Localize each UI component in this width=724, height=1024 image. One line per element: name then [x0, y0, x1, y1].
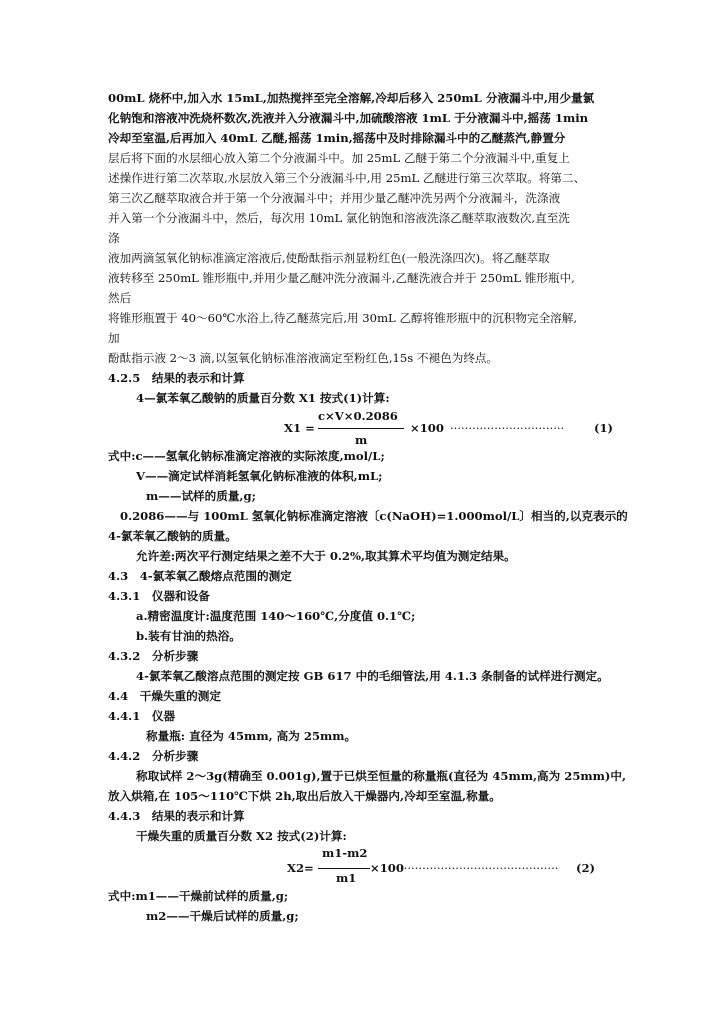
paragraph-line: 液转移至 250mL 锥形瓶中,并用少量乙醚冲洗分液漏斗,乙醚洗液合并于 250mL 锥形瓶中, — [108, 271, 575, 285]
tolerance-text: 允许差:两次平行测定结果之差不大于 0.2%,取其算术平均值为测定结果。 — [136, 549, 516, 563]
paragraph-line: 酚酞指示液 2～3 滴,以氢氧化钠标准溶液滴定至粉红色,15s 不褪色为终点。 — [108, 351, 499, 365]
section-heading-4-3-2: 4.3.2 分析步骤 — [108, 649, 199, 663]
where-line: m2——干燥后试样的质量,g; — [146, 909, 299, 923]
section-heading-4-4-3: 4.4.3 结果的表示和计算 — [108, 809, 245, 823]
formula2-number: (2) — [576, 861, 596, 875]
formula1-denominator: m — [355, 433, 368, 447]
section-text: 称取试样 2～3g(精确至 0.001g),置于已烘至恒量的称量瓶(直径为 45mm,高为 25mm)中, — [136, 769, 627, 783]
section-text: 放入烘箱,在 105～110℃下烘 2h,取出后放入干燥器内,冷却至室温,称量。 — [108, 789, 501, 803]
formula1-number: (1) — [594, 421, 614, 435]
formula1-lhs: X1 = — [284, 421, 315, 435]
paragraph-line: 然后 — [108, 291, 132, 305]
formula2-numerator: m1-m2 — [322, 846, 368, 860]
paragraph-line: 化钠饱和溶液冲洗烧杯数次,洗液并入分液漏斗中,加硫酸溶液 1mL 于分液漏斗中,摇荡 1min — [108, 111, 589, 125]
section-text: 4—氯苯氧乙酸钠的质量百分数 X1 按式(1)计算: — [136, 391, 390, 405]
section-heading-4-4-1: 4.4.1 仪器 — [108, 709, 176, 723]
section-heading-4-4-2: 4.4.2 分析步骤 — [108, 749, 199, 763]
where-line: 4-氯苯氧乙酸钠的质量。 — [108, 529, 237, 543]
paragraph-line: 第三次乙醚萃取液合并于第一个分液漏斗中；并用少量乙醚冲洗另两个分液漏斗，洗涤液 — [108, 191, 561, 205]
paragraph-line: 述操作进行第二次萃取,水层放入第三个分液漏斗中,用 25mL 乙醚进行第三次萃取。将第二、 — [108, 171, 586, 185]
paragraph-line: 将锥形瓶置于 40～60℃水浴上,待乙醚蒸完后,用 30mL 乙醇将锥形瓶中的沉积物完全溶解, — [108, 311, 578, 325]
list-item: a.精密温度计:温度范围 140～160℃,分度值 0.1℃; — [136, 609, 416, 623]
where-line: 式中:m1——干燥前试样的质量,g; — [108, 889, 289, 903]
section-text: 干燥失重的质量百分数 X2 按式(2)计算: — [136, 829, 347, 843]
paragraph-line: 层后将下面的水层细心放入第二个分液漏斗中。加 25mL 乙醚于第二个分液漏斗中,重复上 — [108, 151, 570, 165]
section-text: 称量瓶: 直径为 45mm, 高为 25mm。 — [146, 729, 357, 743]
formula1-fraction-bar — [318, 428, 404, 429]
paragraph-line: 加 — [108, 331, 120, 345]
paragraph-line: 涤 — [108, 231, 120, 245]
formula2-factor: ×100 — [370, 861, 404, 875]
where-line: V——滴定试样消耗氢氧化钠标准液的体积,mL; — [136, 469, 383, 483]
where-line: 0.2086——与 100mL 氢氧化钠标准滴定溶液〔c(NaOH)=1.000mol/L〕相当的,以克表示的 — [120, 509, 628, 523]
list-item: b.装有甘油的热浴。 — [136, 629, 241, 643]
paragraph-line: 00mL 烧杯中,加入水 15mL,加热搅拌至完全溶解,冷却后移入 250mL 分液漏斗中,用少量氯 — [108, 91, 595, 105]
section-heading-4-3-1: 4.3.1 仪器和设备 — [108, 589, 210, 603]
section-text: 4-氯苯氧乙酸溶点范围的测定按 GB 617 中的毛细管法,用 4.1.3 条制备的试样进行测定。 — [136, 669, 609, 683]
formula2-lhs: X2= — [287, 861, 314, 875]
section-heading-4-2-5: 4.2.5 结果的表示和计算 — [108, 371, 245, 385]
paragraph-line: 液加两滴氢氧化钠标准滴定溶液后,使酚酞指示剂显粉红色(一般洗涤四次)。将乙醚萃取 — [108, 251, 550, 265]
where-line: m——试样的质量,g; — [146, 489, 256, 503]
formula1-factor: ×100 — [410, 421, 444, 435]
formula2-fraction-bar — [318, 868, 370, 869]
paragraph-line: 并入第一个分液漏斗中，然后，每次用 10mL 氯化钠饱和溶液洗涤乙醚萃取液数次,直至洗 — [108, 211, 570, 225]
formula2-denominator: m1 — [336, 871, 357, 885]
where-line: 式中:c——氢氧化钠标准滴定溶液的实际浓度,mol/L; — [108, 449, 385, 463]
formula1-leader: ······························· — [450, 421, 565, 435]
formula1-numerator: c×V×0.2086 — [318, 409, 398, 423]
paragraph-line: 冷却至室温,后再加入 40mL 乙醚,摇荡 1min,摇荡中及时排除漏斗中的乙醚蒸汽,静置分 — [108, 131, 566, 145]
section-heading-4-4: 4.4 干燥失重的测定 — [108, 689, 221, 703]
section-heading-4-3: 4.3 4-氯苯氧乙酸熔点范围的测定 — [108, 569, 292, 583]
formula2-leader: ··········································· — [400, 861, 559, 875]
